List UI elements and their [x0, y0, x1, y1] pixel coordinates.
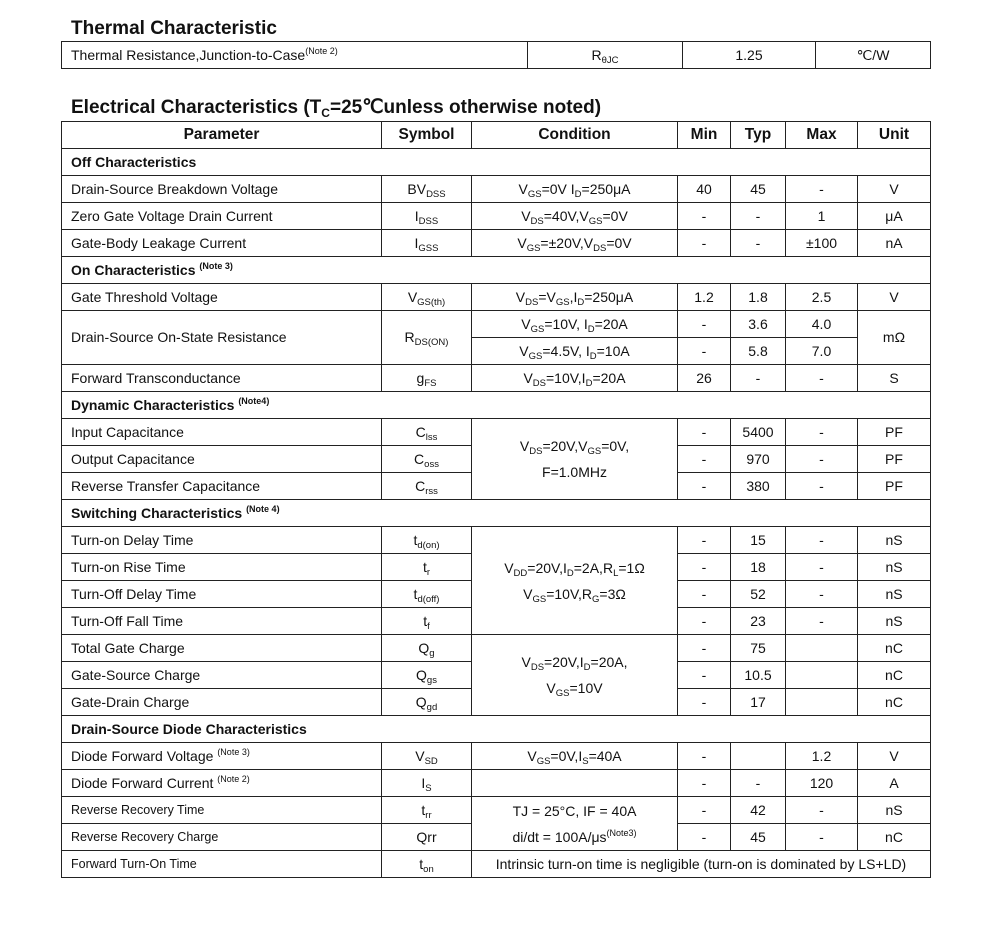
typ-cell: 18: [731, 554, 786, 581]
symbol-cell: $Q_{gd}$: [382, 689, 472, 716]
thermal-title: Thermal Characteristic: [71, 18, 277, 39]
condition-cell: $V_{DS}=20V,I_D=20A$, $V_{GS}=10V$: [472, 635, 678, 716]
table-row: [62, 311, 931, 338]
unit-cell: nC: [858, 824, 931, 851]
typ-cell: 52: [731, 581, 786, 608]
table-row: [62, 743, 931, 770]
unit-cell: nC: [858, 689, 931, 716]
electrical-table: [61, 121, 931, 878]
typ-cell: 1.8: [731, 284, 786, 311]
max-cell: -: [786, 473, 858, 500]
thermal-table: [61, 41, 931, 69]
symbol-cell: $C_{lss}$: [382, 419, 472, 446]
typ-cell: -: [731, 230, 786, 257]
max-cell: 4.0: [786, 311, 858, 338]
max-cell: [786, 662, 858, 689]
max-cell: -: [786, 365, 858, 392]
condition-cell: $V_{GS}=0V,I_S=40A$: [472, 743, 678, 770]
col-symbol: Symbol: [382, 122, 472, 149]
min-cell: 26: [678, 365, 731, 392]
table-row: [62, 365, 931, 392]
typ-cell: 380: [731, 473, 786, 500]
unit-cell: PF: [858, 419, 931, 446]
thermal-value: 1.25: [683, 42, 816, 69]
table-row: [62, 635, 931, 662]
typ-cell: 10.5: [731, 662, 786, 689]
symbol-cell: $V_{GS(th)}$: [382, 284, 472, 311]
min-cell: -: [678, 203, 731, 230]
col-min: Min: [678, 122, 731, 149]
param-cell: Reverse Recovery Time: [62, 797, 382, 824]
unit-cell: V: [858, 743, 931, 770]
max-cell: -: [786, 797, 858, 824]
thermal-unit: ℃/W: [816, 42, 931, 69]
section-switching: Switching Characteristics $^{(Note 4)}$: [62, 500, 931, 527]
param-cell: Drain-Source On-State Resistance: [62, 311, 382, 365]
table-row: [62, 230, 931, 257]
condition-cell: $V_{DS}=40V,V_{GS}=0V$: [472, 203, 678, 230]
symbol-cell: $t_{d(off)}$: [382, 581, 472, 608]
max-cell: -: [786, 824, 858, 851]
symbol-cell: Qrr: [382, 824, 472, 851]
typ-cell: -: [731, 203, 786, 230]
col-typ: Typ: [731, 122, 786, 149]
condition-cell: [472, 770, 678, 797]
unit-cell: PF: [858, 473, 931, 500]
condition-cell: $V_{GS}=4.5V$, $I_D=10A$: [472, 338, 678, 365]
condition-cell: Intrinsic turn-on time is negligible (turn-on is dominated by LS+LD): [472, 851, 931, 878]
max-cell: [786, 689, 858, 716]
min-cell: -: [678, 608, 731, 635]
symbol-cell: $t_{d(on)}$: [382, 527, 472, 554]
symbol-cell: $BV_{DSS}$: [382, 176, 472, 203]
symbol-cell: $V_{SD}$: [382, 743, 472, 770]
unit-cell: nC: [858, 635, 931, 662]
unit-cell: PF: [858, 446, 931, 473]
col-max: Max: [786, 122, 858, 149]
unit-cell: S: [858, 365, 931, 392]
unit-cell: μA: [858, 203, 931, 230]
min-cell: -: [678, 824, 731, 851]
typ-cell: 970: [731, 446, 786, 473]
section-diode: Drain-Source Diode Characteristics: [62, 716, 931, 743]
section-row: [62, 392, 931, 419]
min-cell: -: [678, 311, 731, 338]
max-cell: 7.0: [786, 338, 858, 365]
typ-cell: -: [731, 770, 786, 797]
unit-cell: nS: [858, 581, 931, 608]
section-row: [62, 257, 931, 284]
electrical-title: Electrical Characteristics ($T_C=25℃unless$ otherwise noted): [71, 97, 602, 120]
unit-cell: V: [858, 284, 931, 311]
typ-cell: 15: [731, 527, 786, 554]
param-cell: Forward Transconductance: [62, 365, 382, 392]
max-cell: -: [786, 527, 858, 554]
condition-cell: $V_{DS}=10V,I_D=20A$: [472, 365, 678, 392]
min-cell: -: [678, 419, 731, 446]
condition-cell: $V_{DS}=V_{GS},I_D=250\mu A$: [472, 284, 678, 311]
min-cell: -: [678, 338, 731, 365]
param-cell: Diode Forward Current $^{(Note 2)}$: [62, 770, 382, 797]
min-cell: -: [678, 230, 731, 257]
max-cell: -: [786, 554, 858, 581]
col-condition: Condition: [472, 122, 678, 149]
typ-cell: 3.6: [731, 311, 786, 338]
param-cell: Output Capacitance: [62, 446, 382, 473]
min-cell: -: [678, 473, 731, 500]
max-cell: [786, 635, 858, 662]
typ-cell: 5.8: [731, 338, 786, 365]
max-cell: ±100: [786, 230, 858, 257]
param-cell: Gate Threshold Voltage: [62, 284, 382, 311]
min-cell: -: [678, 689, 731, 716]
typ-cell: 45: [731, 824, 786, 851]
section-off: Off Characteristics: [62, 149, 931, 176]
param-cell: Turn-Off Fall Time: [62, 608, 382, 635]
min-cell: -: [678, 581, 731, 608]
param-cell: Turn-Off Delay Time: [62, 581, 382, 608]
col-parameter: Parameter: [62, 122, 382, 149]
typ-cell: 42: [731, 797, 786, 824]
typ-cell: -: [731, 365, 786, 392]
min-cell: -: [678, 797, 731, 824]
symbol-cell: $I_S$: [382, 770, 472, 797]
min-cell: -: [678, 527, 731, 554]
min-cell: -: [678, 446, 731, 473]
max-cell: 1.2: [786, 743, 858, 770]
symbol-cell: $I_{GSS}$: [382, 230, 472, 257]
min-cell: -: [678, 770, 731, 797]
param-cell: Reverse Recovery Charge: [62, 824, 382, 851]
symbol-cell: $Q_{gs}$: [382, 662, 472, 689]
unit-cell: nC: [858, 662, 931, 689]
table-row: [62, 203, 931, 230]
condition-cell: $V_{DS}=20V,V_{GS}=0V$, F=1.0MHz: [472, 419, 678, 500]
unit-cell: mΩ: [858, 311, 931, 365]
table-row: [62, 851, 931, 878]
col-unit: Unit: [858, 122, 931, 149]
symbol-cell: $g_{FS}$: [382, 365, 472, 392]
symbol-cell: $C_{rss}$: [382, 473, 472, 500]
table-row: [62, 797, 931, 824]
symbol-cell: $Q_g$: [382, 635, 472, 662]
unit-cell: nS: [858, 608, 931, 635]
min-cell: -: [678, 743, 731, 770]
max-cell: -: [786, 608, 858, 635]
typ-cell: 75: [731, 635, 786, 662]
param-cell: Zero Gate Voltage Drain Current: [62, 203, 382, 230]
unit-cell: nS: [858, 797, 931, 824]
unit-cell: nA: [858, 230, 931, 257]
symbol-cell: $R_{DS(ON)}$: [382, 311, 472, 365]
section-on: On Characteristics $^{(Note 3)}$: [62, 257, 931, 284]
section-row: [62, 500, 931, 527]
unit-cell: A: [858, 770, 931, 797]
section-dynamic: Dynamic Characteristics $^{(Note4)}$: [62, 392, 931, 419]
unit-cell: V: [858, 176, 931, 203]
thermal-param: Thermal Resistance,Junction-to-Case$^{(Note 2)}$: [62, 42, 528, 69]
symbol-cell: $C_{oss}$: [382, 446, 472, 473]
param-cell: Turn-on Delay Time: [62, 527, 382, 554]
table-row: [62, 284, 931, 311]
thermal-symbol: $R_{\theta JC}$: [528, 42, 683, 69]
param-cell: Input Capacitance: [62, 419, 382, 446]
typ-cell: 17: [731, 689, 786, 716]
typ-cell: [731, 743, 786, 770]
max-cell: -: [786, 419, 858, 446]
condition-cell: TJ = 25°C, IF = 40A $di/dt = 100A/\mu s^{(Note3)}$: [472, 797, 678, 851]
param-cell: Drain-Source Breakdown Voltage: [62, 176, 382, 203]
condition-cell: $V_{GS}=10V$, $I_D=20A$: [472, 311, 678, 338]
param-cell: Turn-on Rise Time: [62, 554, 382, 581]
unit-cell: nS: [858, 554, 931, 581]
param-cell: Gate-Body Leakage Current: [62, 230, 382, 257]
param-cell: Gate-Drain Charge: [62, 689, 382, 716]
table-row: [62, 42, 931, 69]
header-row: [62, 122, 931, 149]
symbol-cell: $t_r$: [382, 554, 472, 581]
param-cell: Diode Forward Voltage $^{(Note 3)}$: [62, 743, 382, 770]
min-cell: -: [678, 554, 731, 581]
symbol-cell: $t_{on}$: [382, 851, 472, 878]
condition-cell: $V_{GS}=0V$ $I_D=250\mu A$: [472, 176, 678, 203]
min-cell: 40: [678, 176, 731, 203]
unit-cell: nS: [858, 527, 931, 554]
max-cell: -: [786, 446, 858, 473]
max-cell: 1: [786, 203, 858, 230]
max-cell: -: [786, 176, 858, 203]
symbol-cell: $I_{DSS}$: [382, 203, 472, 230]
table-row: [62, 527, 931, 554]
symbol-cell: $t_{rr}$: [382, 797, 472, 824]
typ-cell: 23: [731, 608, 786, 635]
param-cell: Gate-Source Charge: [62, 662, 382, 689]
section-row: [62, 716, 931, 743]
typ-cell: 45: [731, 176, 786, 203]
min-cell: 1.2: [678, 284, 731, 311]
max-cell: 120: [786, 770, 858, 797]
table-row: [62, 419, 931, 446]
typ-cell: 5400: [731, 419, 786, 446]
min-cell: -: [678, 635, 731, 662]
param-cell: Total Gate Charge: [62, 635, 382, 662]
max-cell: 2.5: [786, 284, 858, 311]
symbol-cell: $t_f$: [382, 608, 472, 635]
table-row: [62, 770, 931, 797]
min-cell: -: [678, 662, 731, 689]
table-row: [62, 176, 931, 203]
condition-cell: $V_{GS}=\pm 20V,V_{DS}=0V$: [472, 230, 678, 257]
param-cell: Reverse Transfer Capacitance: [62, 473, 382, 500]
section-row: [62, 149, 931, 176]
condition-cell: $V_{DD}=20V,I_D=2A,R_L=1\Omega$ $V_{GS}=10V,R_G=3\Omega$: [472, 527, 678, 635]
max-cell: -: [786, 581, 858, 608]
param-cell: Forward Turn-On Time: [62, 851, 382, 878]
